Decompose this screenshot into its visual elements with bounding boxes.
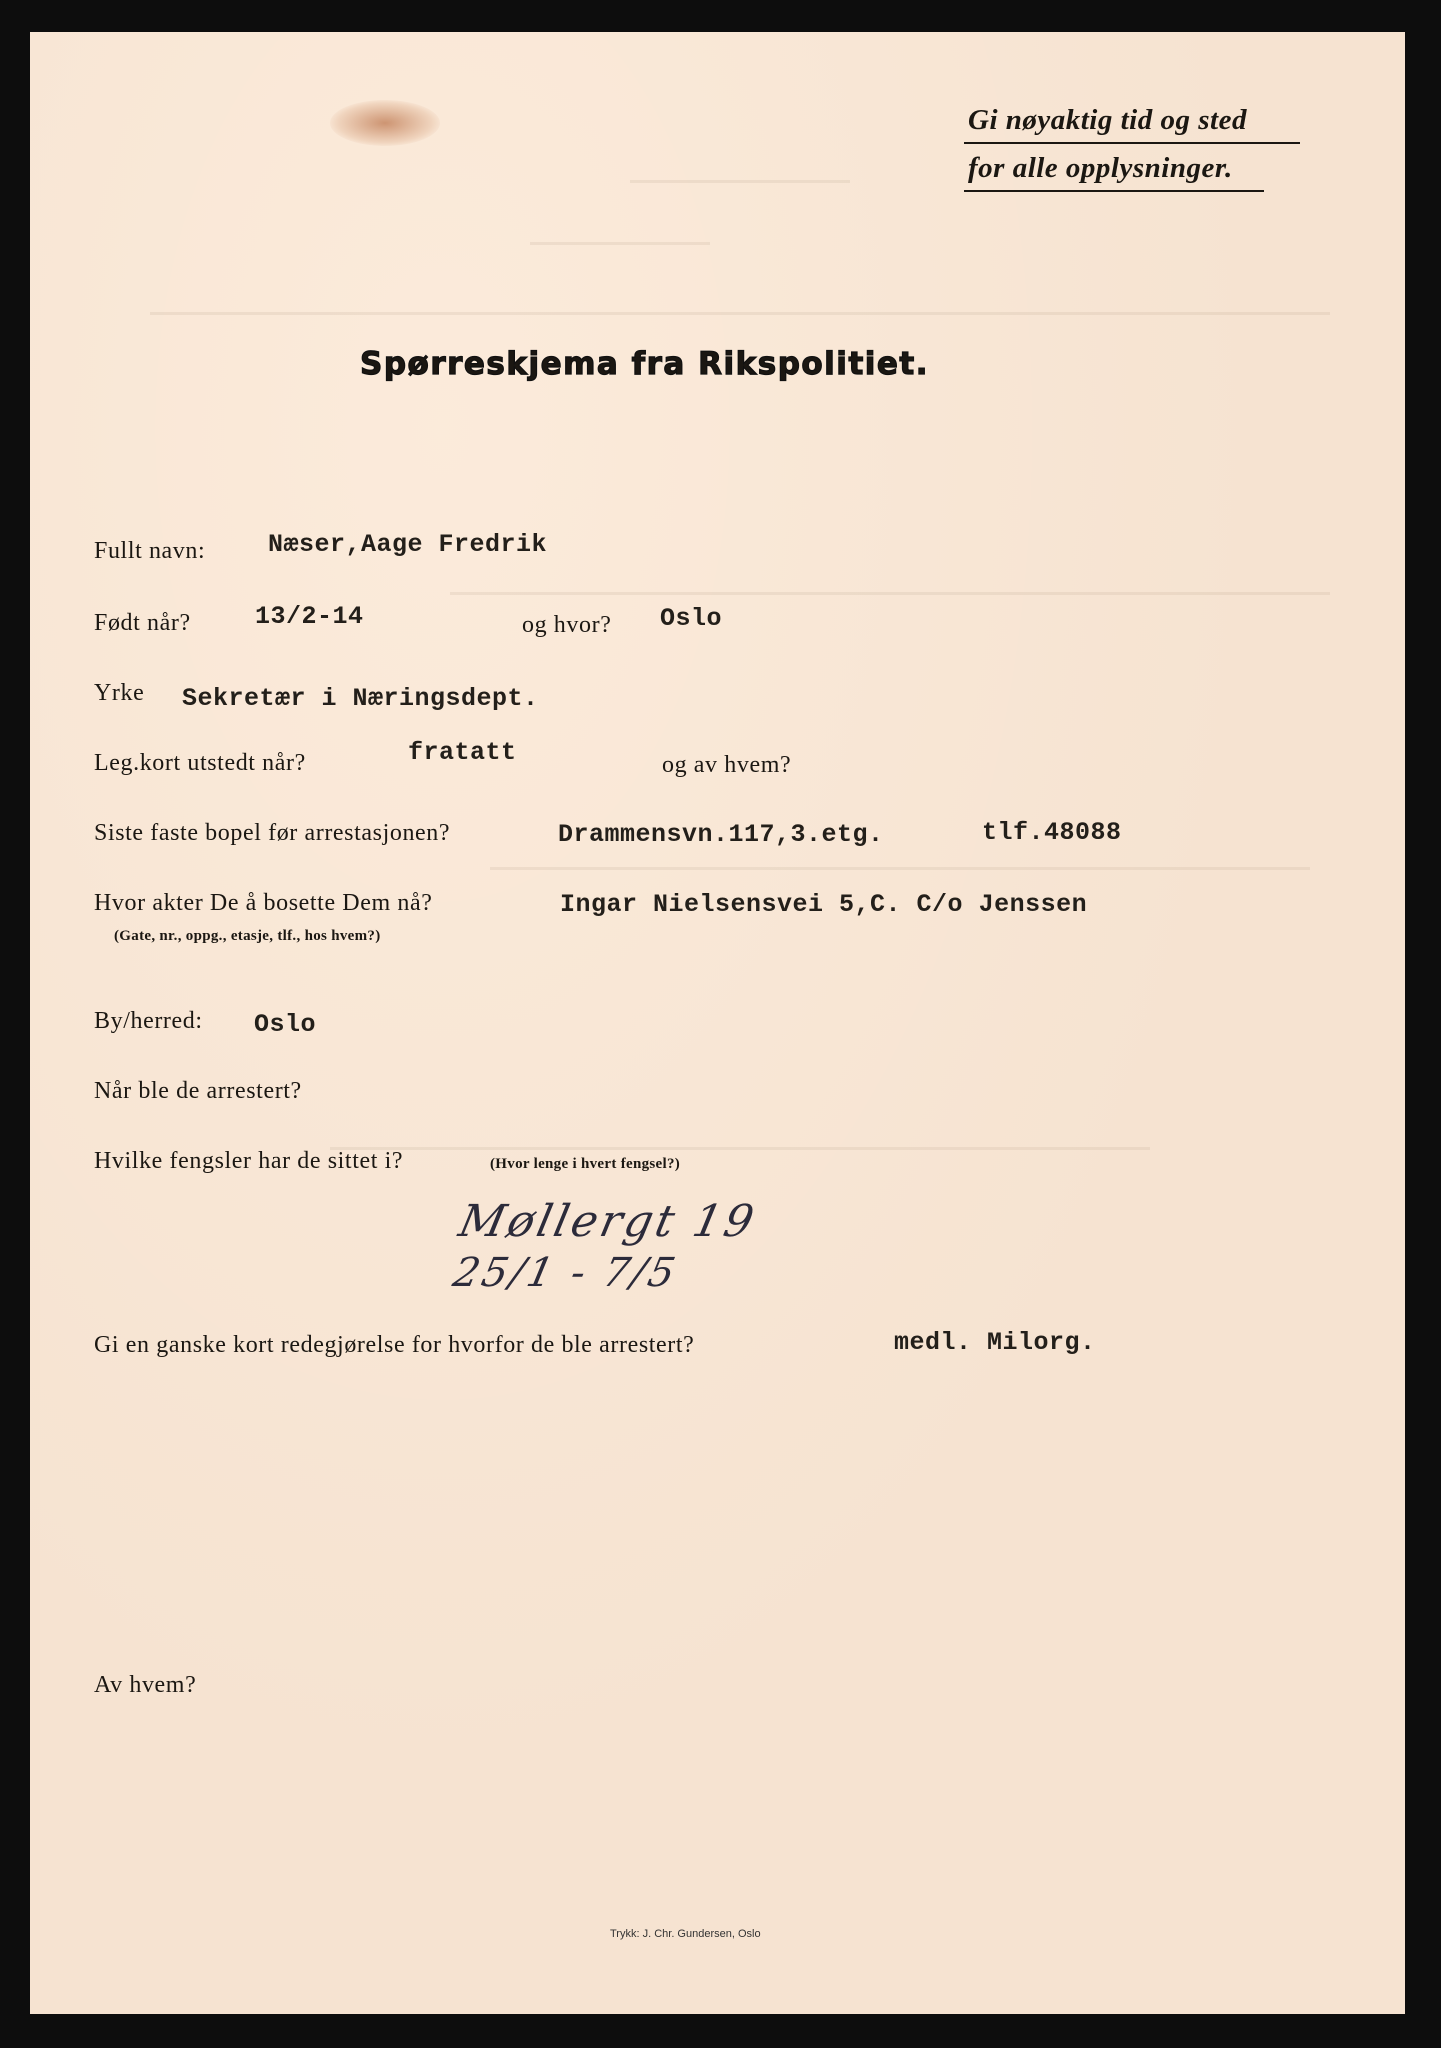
instruction-line-1: Gi nøyaktig tid og sted [968,104,1247,136]
label-av-hvem: Av hvem? [94,1672,197,1698]
value-legkort-nar: fratatt [408,738,517,767]
label-legkort-nar: Leg.kort utstedt når? [94,750,306,776]
value-fodt-nar: 13/2-14 [255,602,364,631]
value-fullt-navn: Næser,Aage Fredrik [268,530,548,559]
label-bopel: Siste faste bopel før arrestasjonen? [94,820,451,846]
ghost-line [330,1147,1150,1150]
handwritten-dates: 25/1 - 7/5 [449,1250,683,1296]
value-redegjorelse: medl. Milorg. [894,1328,1096,1357]
value-bopel-phone: tlf.48088 [982,818,1122,847]
value-fodt-hvor: Oslo [660,604,723,633]
label-fodt-hvor: og hvor? [522,612,612,638]
label-fodt-nar: Født når? [94,610,191,636]
ghost-line [490,867,1310,870]
value-by-herred: Oslo [254,1010,317,1039]
handwritten-prison: Møllergt 19 [454,1196,762,1247]
ghost-line [450,592,1330,595]
underline [964,190,1264,192]
ghost-line [630,180,850,183]
printer-imprint: Trykk: J. Chr. Gundersen, Oslo [610,1928,761,1940]
value-yrke: Sekretær i Næringsdept. [182,684,539,713]
underline [964,142,1300,144]
instruction-note [968,104,1247,137]
sublabel-fengsler: (Hvor lenge i hvert fengsel?) [490,1156,681,1172]
sublabel-bosette: (Gate, nr., oppg., etasje, tlf., hos hvem?) [114,928,381,944]
label-yrke: Yrke [94,680,145,706]
instruction-note-2 [968,152,1233,185]
value-bosette: Ingar Nielsensvei 5,C. C/o Jenssen [560,890,1088,919]
stain-mark [330,100,440,146]
label-by-herred: By/herred: [94,1008,203,1034]
label-bosette: Hvor akter De å bosette Dem nå? [94,890,433,916]
label-fullt-navn: Fullt navn: [94,538,206,564]
value-bopel: Drammensvn.117,3.etg. [558,820,884,849]
ghost-line [530,242,710,245]
form-sheet [30,32,1405,2014]
form-title: Spørreskjema fra Rikspolitiet. [360,346,930,382]
label-fengsler: Hvilke fengsler har de sittet i? [94,1148,404,1174]
label-redegjorelse: Gi en ganske kort redegjørelse for hvorfor de ble arrestert? [94,1332,695,1358]
instruction-line-2: for alle opplysninger. [968,152,1233,184]
label-legkort-hvem: og av hvem? [662,752,792,778]
ghost-line [150,312,1330,315]
label-arrestert-nar: Når ble de arrestert? [94,1078,302,1104]
